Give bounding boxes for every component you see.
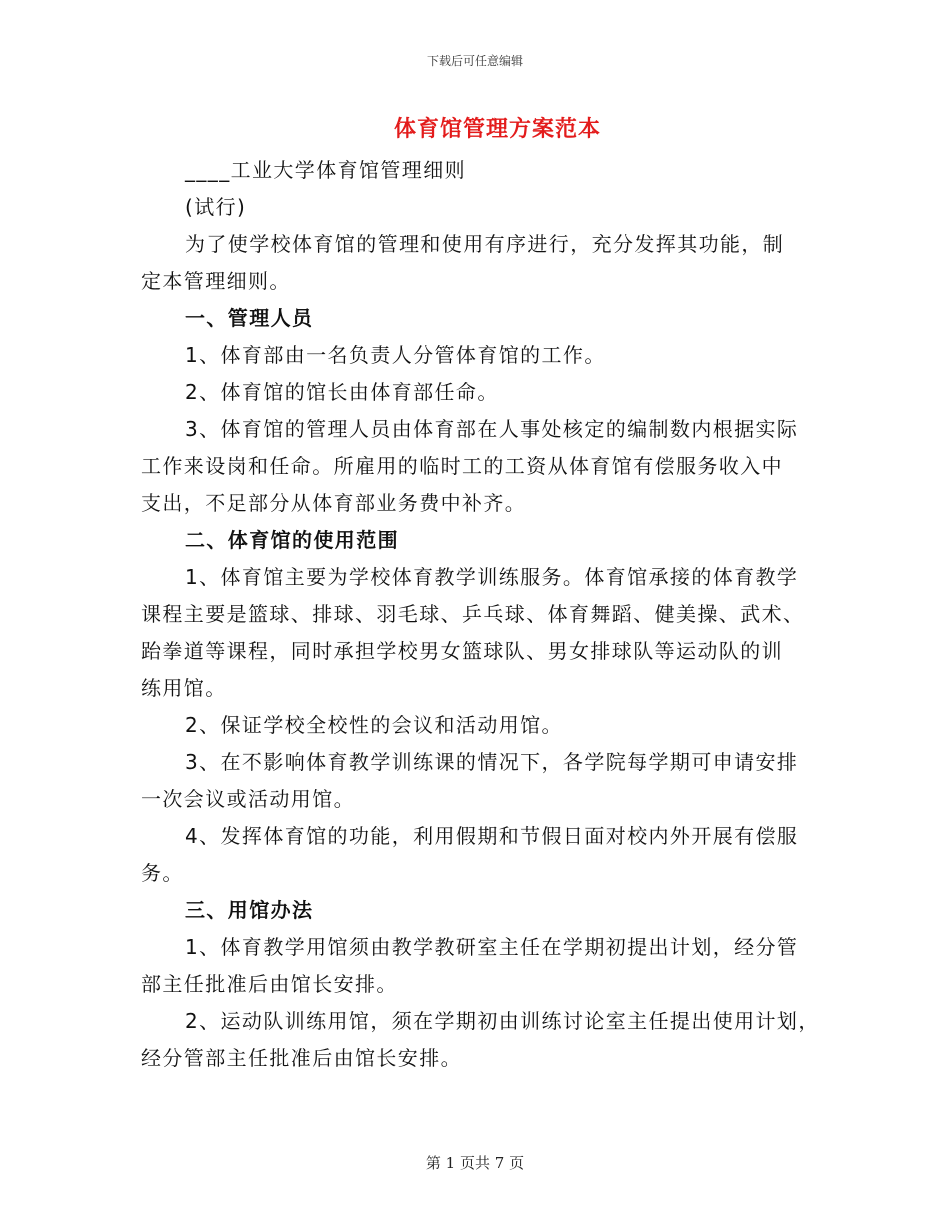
page-number-footer: 第 1 页共 7 页	[425, 1154, 525, 1172]
document-title: 体育馆管理方案范本	[393, 117, 601, 142]
subtitle-line: ____工业大学体育馆管理细则	[185, 158, 466, 182]
paragraph-line: 练用馆。	[141, 676, 227, 700]
paragraph-line: 工作来设岗和任命。所雇用的临时工的工资从体育馆有偿服务收入中	[141, 454, 783, 478]
paragraph-line: 2、运动队训练用馆，须在学期初由训练讨论室主任提出使用计划，	[185, 1009, 820, 1033]
paragraph-line: 1、体育馆主要为学校体育教学训练服务。体育馆承接的体育教学	[185, 565, 799, 589]
paragraph-line: 经分管部主任批准后由馆长安排。	[141, 1046, 462, 1070]
paragraph-line: 3、在不影响体育教学训练课的情况下，各学院每学期可申请安排	[185, 750, 799, 774]
paragraph-line: 4、发挥体育馆的功能，利用假期和节假日面对校内外开展有偿服	[185, 824, 799, 848]
paragraph-line: 定本管理细则。	[141, 269, 291, 293]
paragraph-line: 2、保证学校全校性的会议和活动用馆。	[185, 713, 563, 737]
paragraph-line: 1、体育部由一名负责人分管体育馆的工作。	[185, 343, 606, 367]
section-heading: 一、管理人员	[185, 306, 314, 330]
paragraph-line: 跆拳道等课程，同时承担学校男女篮球队、男女排球队等运动队的训	[141, 639, 783, 663]
paragraph-line: 务。	[141, 861, 184, 885]
paragraph-line: 一次会议或活动用馆。	[141, 787, 355, 811]
section-heading: 二、体育馆的使用范围	[185, 528, 399, 552]
paragraph-line: 3、体育馆的管理人员由体育部在人事处核定的编制数内根据实际	[185, 417, 799, 441]
paragraph-line: 支出，不足部分从体育部业务费中补齐。	[141, 491, 527, 515]
paragraph-line: 2、体育馆的馆长由体育部任命。	[185, 380, 499, 404]
paragraph-line: 课程主要是篮球、排球、羽毛球、乒乓球、体育舞蹈、健美操、武术、	[141, 602, 805, 626]
page-header: 下载后可任意编辑	[426, 54, 523, 68]
trial-note: (试行)	[185, 195, 247, 219]
paragraph-line: 部主任批准后由馆长安排。	[141, 972, 398, 996]
paragraph-line: 为了使学校体育馆的管理和使用有序进行，充分发挥其功能，制	[185, 232, 785, 256]
paragraph-line: 1、体育教学用馆须由教学教研室主任在学期初提出计划，经分管	[185, 935, 799, 959]
section-heading: 三、用馆办法	[185, 898, 314, 922]
